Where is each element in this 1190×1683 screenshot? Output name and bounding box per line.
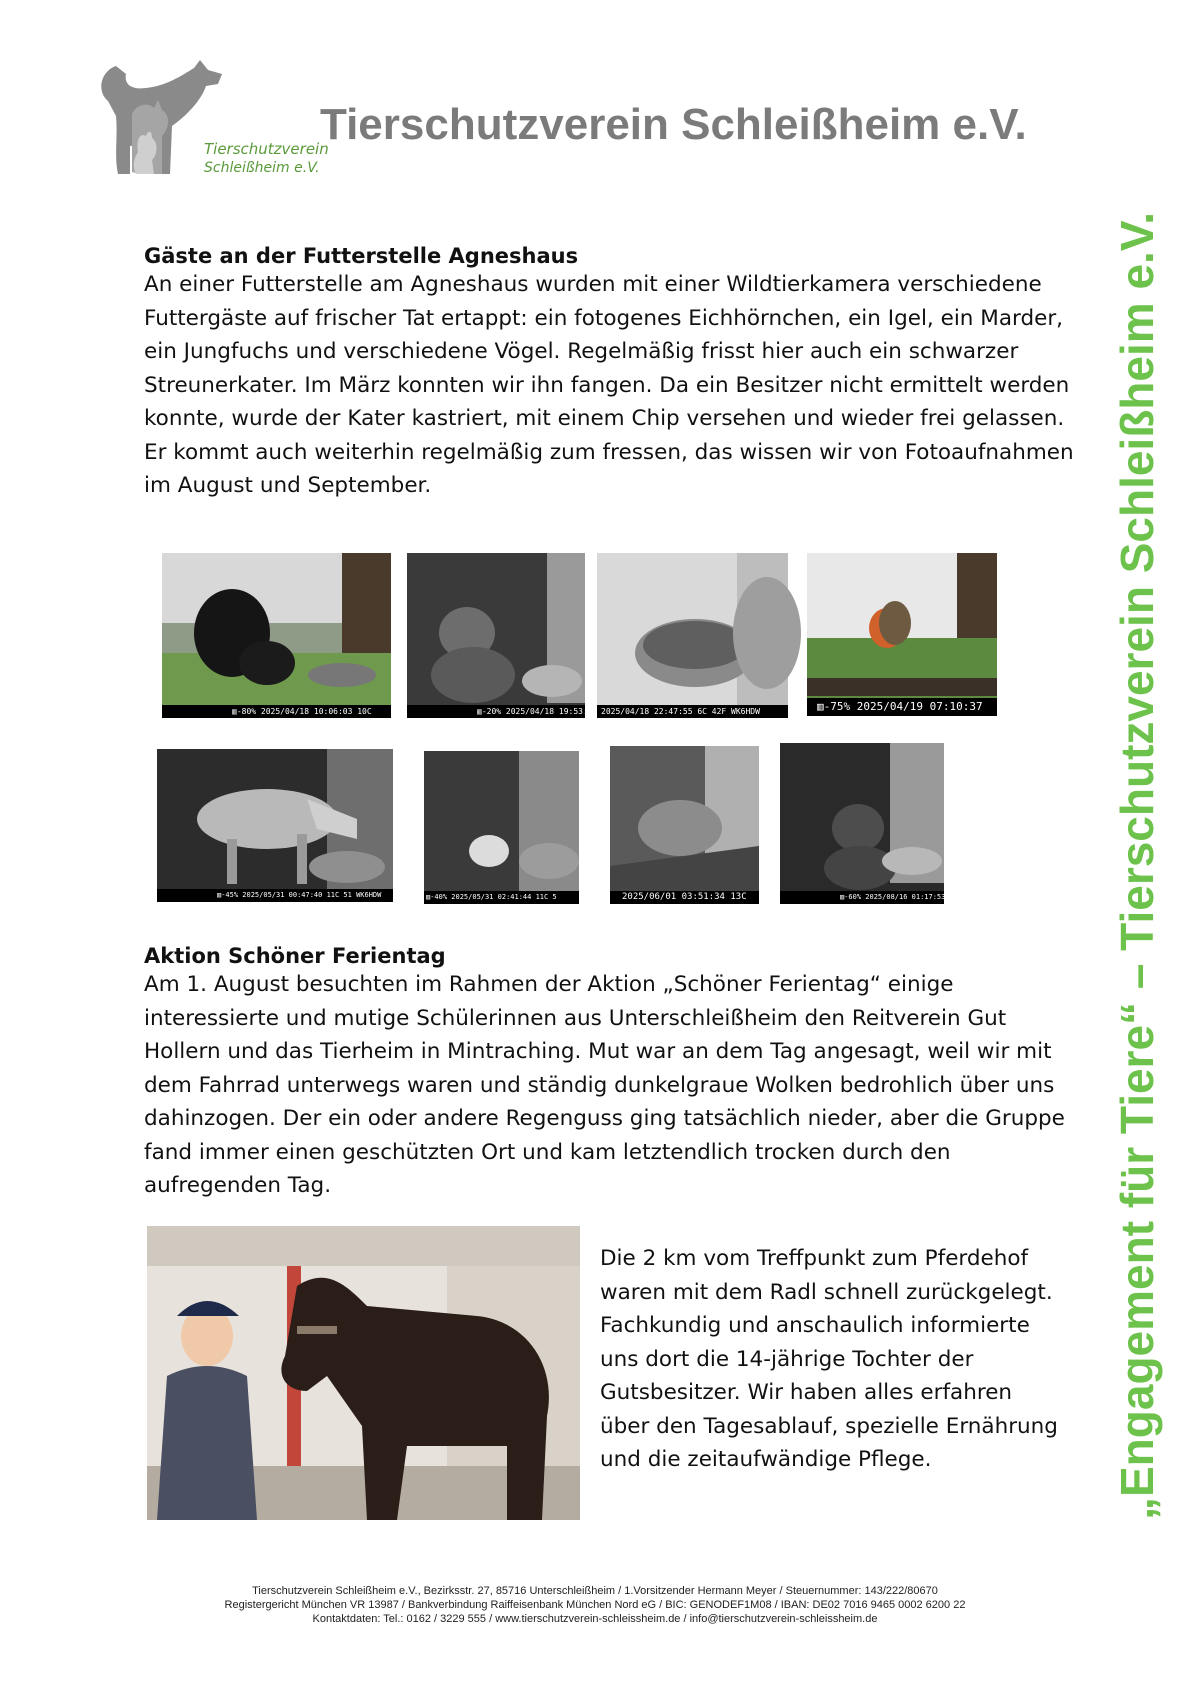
footer-contact-line: Kontaktdaten: Tel.: 0162 / 3229 555 / www.tierschutzverein-schleissheim.de / info@tierschutzverein-schleissheim.de xyxy=(312,1613,878,1625)
section-ferientag xyxy=(144,944,1074,1203)
section-paragraph: An einer Futterstelle am Agneshaus wurden mit einer Wildtierkamera verschiedene Futtergäste auf frischer Tat ertappt: ein fotogenes Eichhörnchen, ein Igel, ein Marder, ein Jungfuchs und verschiedene Vögel. Regelmäßig frisst hier auch ein schwarzer Streunerkater. Im März konnten wir ihn fangen. Da ein Besitzer nicht ermittelt werden konnte, wurde der Kater kastriert, mit einem Chip versehen und wieder frei gelassen. Er kommt auch weiterhin regelmäßig zum fressen, das wissen wir von Fotoaufnahmen im August und September. xyxy=(144,272,1074,498)
photo-black-cat-2 xyxy=(780,743,944,904)
side-paragraph: Die 2 km vom Treffpunkt zum Pferdehof waren mit dem Radl schnell zurückgelegt. Fachkundig und anschaulich informierte uns dort die 14-jährige Tochter der Gutsbesitzer. Wir haben alles erfahren über den Tagesablauf, spezielle Ernährung und die zeitaufwändige Pflege. xyxy=(600,1246,1058,1472)
marten-photo-icon xyxy=(424,751,579,904)
cat-photo-icon xyxy=(780,743,944,904)
squirrel-photo-icon xyxy=(162,553,391,718)
camera-timestamp: ▥-20% 2025/04/18 19:53:12 xyxy=(407,705,585,718)
section-futterstelle xyxy=(144,244,1074,503)
fox-photo-icon xyxy=(157,749,393,902)
organization-title: Tierschutzverein Schleißheim e.V. xyxy=(320,100,1027,149)
photo-hedgehog-bowl xyxy=(597,553,788,718)
photo-horse-with-girl xyxy=(147,1226,580,1520)
hedgehog-photo-icon xyxy=(597,553,788,718)
section-side-text xyxy=(600,1242,1060,1477)
camera-timestamp: ▥-45% 2025/05/31 00:47:40 11C 51 WK6HDW xyxy=(157,889,393,902)
photo-marten xyxy=(424,751,579,904)
photo-black-cat-1 xyxy=(407,553,598,718)
logo-text-line2: Schleißheim e.V. xyxy=(204,160,320,176)
photo-young-fox xyxy=(157,749,393,902)
camera-timestamp: 2025/04/18 22:47:55 6C 42F WK6HDW xyxy=(597,705,788,718)
camera-timestamp: ▥-75% 2025/04/19 07:10:37 xyxy=(807,698,997,716)
vertical-slogan: „Engagement für Tiere“ – Tierschutzverein Schleißheim e.V. xyxy=(1111,211,1163,1520)
section-heading: Gäste an der Futterstelle Agneshaus xyxy=(144,244,579,268)
robin-photo-icon xyxy=(807,553,997,716)
camera-timestamp: ▥-60% 2025/08/16 01:17:53 xyxy=(780,891,944,904)
photo-robin xyxy=(807,553,997,716)
logo-text-line1: Tierschutzverein xyxy=(204,140,329,158)
section-paragraph: Am 1. August besuchten im Rahmen der Aktion „Schöner Ferientag“ einige interessierte und mutige Schülerinnen aus Unterschleißheim den Reitverein Gut Hollern und das Tierheim in Mintraching. Mut war an dem Tag angesagt, weil wir mit dem Fahrrad unterwegs waren und ständig dunkelgraue Wolken bedrohlich über uns dahinzogen. Der ein oder andere Regenguss ging tatsächlich nieder, aber die Gruppe fand immer einen geschützten Ort und kam letztendlich trocken durch den aufregenden Tag. xyxy=(144,972,1065,1198)
hedgehog-photo-icon xyxy=(610,746,759,904)
footer xyxy=(0,1584,1190,1626)
photo-hedgehog xyxy=(610,746,759,904)
section-heading: Aktion Schöner Ferientag xyxy=(144,944,446,968)
cat-photo-icon xyxy=(407,553,585,718)
horse-photo-icon xyxy=(147,1226,580,1520)
footer-address-line: Tierschutzverein Schleißheim e.V., Bezirksstr. 27, 85716 Unterschleißheim / 1.Vorsitzender Hermann Meyer / Steuernummer: 143/222/80670 xyxy=(252,1585,938,1597)
camera-timestamp: ▥-80% 2025/04/18 10:06:03 10C xyxy=(162,705,391,718)
footer-bank-line: Registergericht München VR 13987 / Bankverbindung Raiffeisenbank München Nord eG / BIC: GENODEF1M08 / IBAN: DE02 7016 9465 0002 6200 22 xyxy=(224,1599,966,1611)
photo-squirrel xyxy=(162,553,391,718)
camera-timestamp: 2025/06/01 03:51:34 13C xyxy=(610,891,759,904)
camera-timestamp: ▥-40% 2025/05/31 02:41:44 11C 5 xyxy=(424,891,579,904)
